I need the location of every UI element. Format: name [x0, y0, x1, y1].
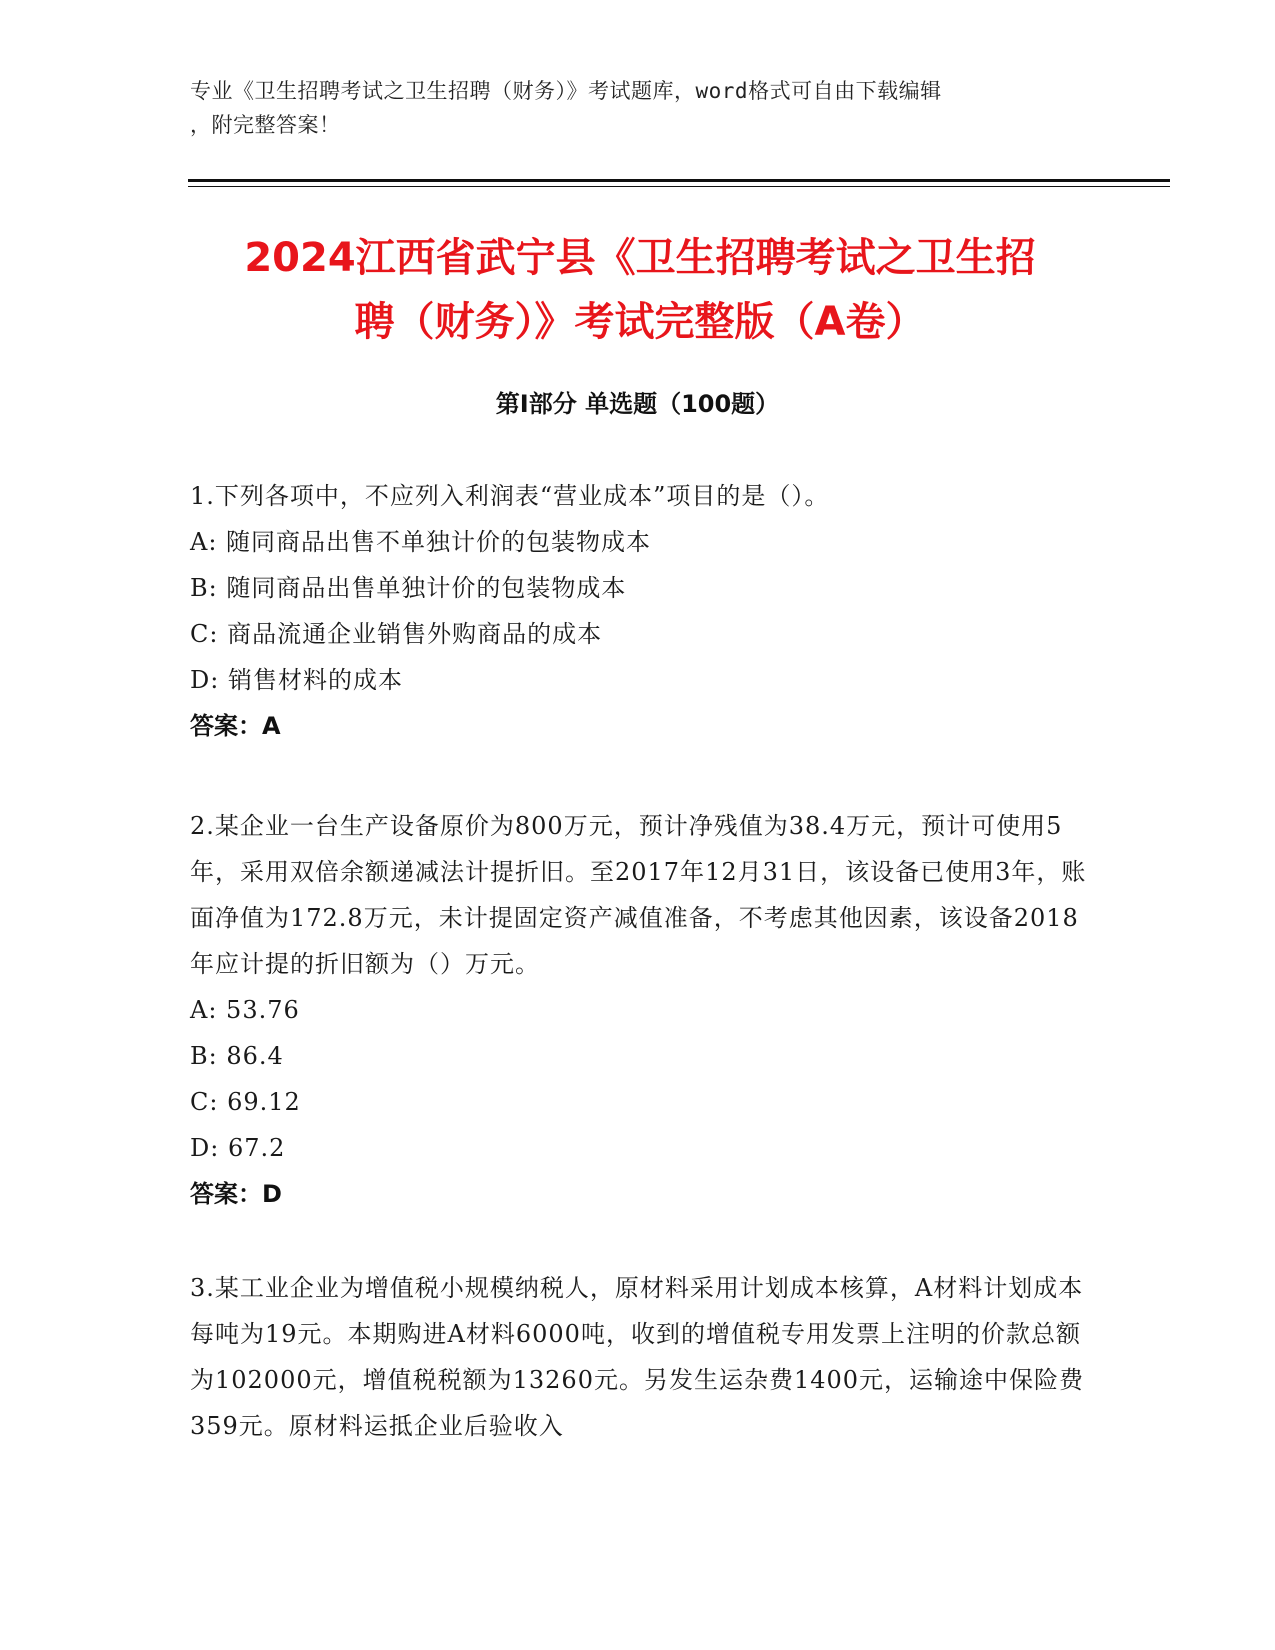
header-divider-thick [188, 179, 1170, 182]
option-c: C: 商品流通企业销售外购商品的成本 [190, 620, 603, 648]
option-b: B: 随同商品出售单独计价的包装物成本 [190, 574, 627, 602]
option-b: B: 86.4 [190, 1042, 284, 1070]
option-d: D: 销售材料的成本 [190, 666, 403, 694]
option-d: D: 67.2 [190, 1134, 286, 1162]
question-stem: 1.下列各项中，不应列入利润表“营业成本”项目的是（）。 [190, 482, 830, 510]
question-stem: 3.某工业企业为增值税小规模纳税人，原材料采用计划成本核算，A材料计划成本每吨为19元。本期购进A材料6000吨，收到的增值税专用发票上注明的价款总额为102000元，增值税税额为13260元。另发生运杂费1400元，运输途中保险费359元。原材料运抵企业后验收入 [190, 1274, 1085, 1440]
option-c: C: 69.12 [190, 1088, 301, 1116]
answer-label: 答案：A [190, 712, 281, 740]
question-3 [190, 1265, 1090, 1449]
header-note-line2: ，附完整答案！ [190, 113, 341, 137]
answer-label: 答案：D [190, 1180, 282, 1208]
document-title [180, 226, 1100, 354]
question-stem: 2.某企业一台生产设备原价为800万元，预计净残值为38.4万元，预计可使用5年，采用双倍余额递减法计提折旧。至2017年12月31日，该设备已使用3年，账面净值为172.8万元，未计提固定资产减值准备，不考虑其他因素，该设备2018年应计提的折旧额为（）万元。 [190, 812, 1087, 978]
question-2 [190, 803, 1090, 1217]
document-title-line2: 聘（财务）》考试完整版（A卷） [354, 299, 926, 345]
option-a: A: 随同商品出售不单独计价的包装物成本 [190, 528, 652, 556]
header-note [190, 74, 1090, 142]
document-title-line1: 2024江西省武宁县《卫生招聘考试之卫生招 [244, 235, 1036, 281]
question-1 [190, 473, 1090, 749]
option-a: A: 53.76 [190, 996, 300, 1024]
section-title: 第Ⅰ部分 单选题（100题） [495, 390, 780, 418]
header-divider-thin [188, 186, 1170, 187]
header-note-line1: 专业《卫生招聘考试之卫生招聘（财务）》考试题库，word格式可自由下载编辑 [190, 79, 942, 103]
